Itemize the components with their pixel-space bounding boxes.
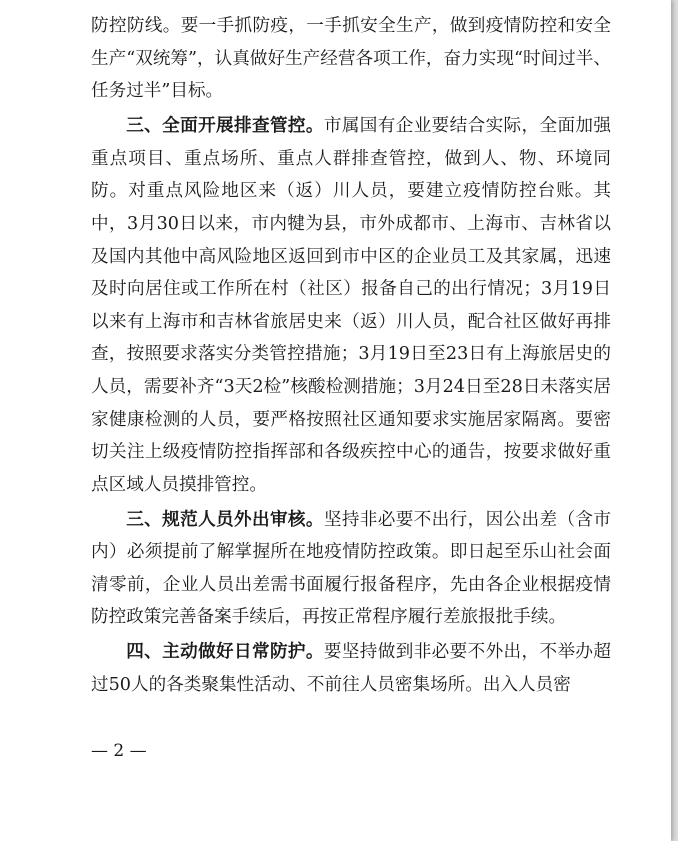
- section-heading: 四、主动做好日常防护。: [126, 642, 324, 663]
- paragraph-text: 市属国有企业要结合实际，全面加强重点项目、重点场所、重点人群排查管控，做到人、物、环境同防。对重点风险地区来（返）川人员，要建立疫情防控台账。其中，3月30日以来，市内犍为县，市外成都市、上海市、吉林省以及国内其他中高风险地区返回到市中区的企业员工及其家属，迅速及时向居住或工作所在村（社区）报备自己的出行情况；3月19日以来有上海市和吉林省旅居史来（返）川人员，配合社区做好再排查，按照要求落实分类管控措施；3月19日至23日有上海旅居史的人员，需要补齐“3天2检”核酸检测措施；3月24日至28日未落实居家健康检测的人员，要严格按照社区通知要求实施居家隔离。要密切关注上级疫情防控指挥部和各级疾控中心的通告，按要求做好重点区域人员摸排管控。: [91, 116, 611, 495]
- paragraph-intro: [91, 10, 611, 108]
- paragraph-investigation-control: [91, 110, 611, 501]
- document-body: [91, 10, 611, 704]
- paragraph-travel-review: [91, 504, 611, 634]
- section-heading: 三、规范人员外出审核。: [126, 509, 324, 530]
- paragraph-daily-protection: [91, 636, 611, 701]
- paragraph-text: 要坚持做到非必要不外出，不举办超过50人的各类聚集性活动、不前往人员密集场所。出入人员密: [91, 642, 611, 696]
- page-number: — 2 —: [91, 741, 147, 761]
- paragraph-text: 坚持非必要不出行，因公出差（含市内）必须提前了解掌握所在地疫情防控政策。即日起至乐山社会面清零前，企业人员出差需书面履行报备程序，先由各企业根据疫情防控政策完善备案手续后，再按正常程序履行差旅报批手续。: [91, 509, 611, 628]
- section-heading: 三、全面开展排查管控。: [126, 116, 324, 137]
- paragraph-text: 防控防线。要一手抓防疫，一手抓安全生产，做到疫情防控和安全生产“双统筹”，认真做好生产经营各项工作，奋力实现“时间过半、任务过半”目标。: [91, 16, 611, 102]
